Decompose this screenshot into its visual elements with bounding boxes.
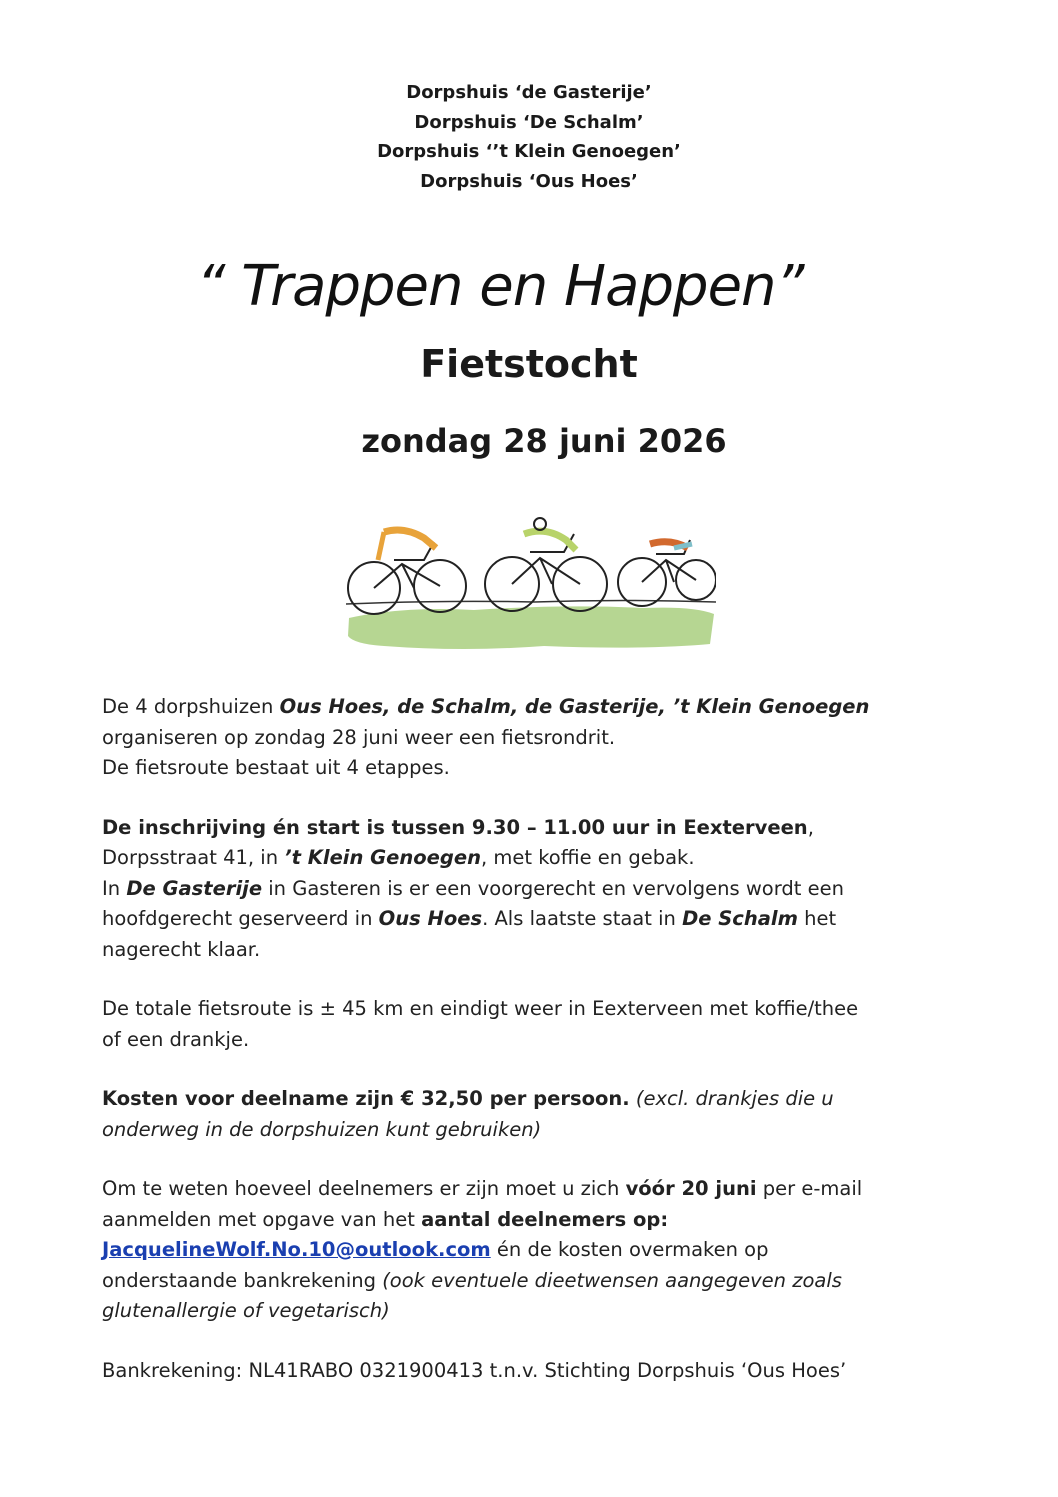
document-body	[102, 692, 962, 1415]
cyclist-3	[618, 540, 716, 606]
organizer-ous-hoes: Dorpshuis ‘Ous Hoes’	[420, 170, 638, 192]
signup-l1-a: Om te weten hoeveel deelnemers er zijn moet u zich	[102, 1177, 626, 1200]
intro-houses: Ous Hoes, de Schalm, de Gasterije, ’t Klein Genoegen	[279, 695, 870, 718]
organizer-klein-genoegen: Dorpshuis ‘’t Klein Genoegen’	[377, 141, 681, 162]
start-line2-c: , met koffie en gebak.	[480, 846, 695, 869]
start-line4-c: . Als laatste staat in	[482, 907, 683, 930]
start-line4-a: hoofdgerecht geserveerd in	[102, 907, 379, 930]
intro-line-3: De fietsroute bestaat uit 4 etappes.	[102, 756, 450, 779]
intro-line-2: organiseren op zondag 28 juni weer een fietsrondrit.	[102, 725, 616, 749]
start-line3-a: In	[102, 876, 127, 900]
signup-deadline: vóór 20 juni	[625, 1177, 757, 1200]
start-line4-d: De Schalm	[682, 907, 798, 930]
bank-paragraph	[102, 1356, 962, 1387]
event-date: zondag 28 juni 2026	[361, 422, 727, 460]
organizer-gasterije: Dorpshuis ‘de Gasterije’	[406, 82, 652, 103]
start-line4-b: Ous Hoes	[378, 907, 483, 930]
signup-paragraph	[102, 1174, 962, 1327]
costs-amount: Kosten voor deelname zijn € 32,50 per persoon.	[102, 1087, 630, 1110]
route-line-2: of een drankje.	[102, 1027, 250, 1051]
start-line2-b: ’t Klein Genoegen	[284, 846, 481, 869]
intro-prefix: De 4 dorpshuizen	[102, 695, 280, 718]
start-line2-a: Dorpsstraat 41, in	[102, 846, 285, 869]
signup-l4-a: onderstaande bankrekening	[102, 1268, 383, 1292]
three-cyclists-icon	[344, 468, 716, 674]
signup-l2-b: aantal deelnemers op:	[421, 1207, 669, 1231]
route-paragraph	[102, 994, 962, 1055]
start-time-location: De inschrijving én start is tussen 9.30 – 11.00 uur in Eexterveen	[102, 815, 808, 839]
start-comma: ,	[807, 815, 814, 839]
bank-account: Bankrekening: NL41RABO 0321900413 t.n.v. Stichting Dorpshuis ‘Ous Hoes’	[102, 1358, 847, 1382]
signup-l3-c: én de kosten overmaken op	[490, 1238, 769, 1261]
signup-l5: glutenallergie of vegetarisch)	[102, 1299, 390, 1322]
start-paragraph	[102, 813, 962, 966]
email-link[interactable]: JacquelineWolf.No.10@outlook.com	[102, 1238, 491, 1261]
grass-strip	[348, 606, 714, 649]
signup-l1-c: per e-mail	[756, 1177, 863, 1200]
cyclist-2	[485, 518, 607, 611]
start-line4-e: het	[797, 907, 837, 930]
costs-paragraph	[102, 1084, 962, 1145]
signup-l2-a: aanmelden met opgave van het	[102, 1207, 422, 1231]
costs-note-1: (excl. drankjes die u	[629, 1087, 834, 1110]
costs-note-2: onderweg in de dorpshuizen kunt gebruiken)	[102, 1117, 542, 1141]
start-line3-b: De Gasterije	[126, 876, 263, 900]
organizers-list	[0, 78, 1058, 196]
signup-l4-b: (ook eventuele dieetwensen aangegeven zoals	[382, 1268, 842, 1292]
start-line-5: nagerecht klaar.	[102, 937, 261, 961]
organizer-schalm: Dorpshuis ‘De Schalm’	[414, 111, 644, 133]
event-title: “ Trappen en Happen”	[196, 254, 804, 319]
start-line3-c: in Gasteren is er een voorgerecht en vervolgens wordt een	[262, 876, 844, 900]
event-subtitle: Fietstocht	[420, 342, 638, 386]
route-line-1: De totale fietsroute is ± 45 km en eindigt weer in Eexterveen met koffie/thee	[102, 997, 859, 1020]
intro-paragraph	[102, 692, 962, 784]
